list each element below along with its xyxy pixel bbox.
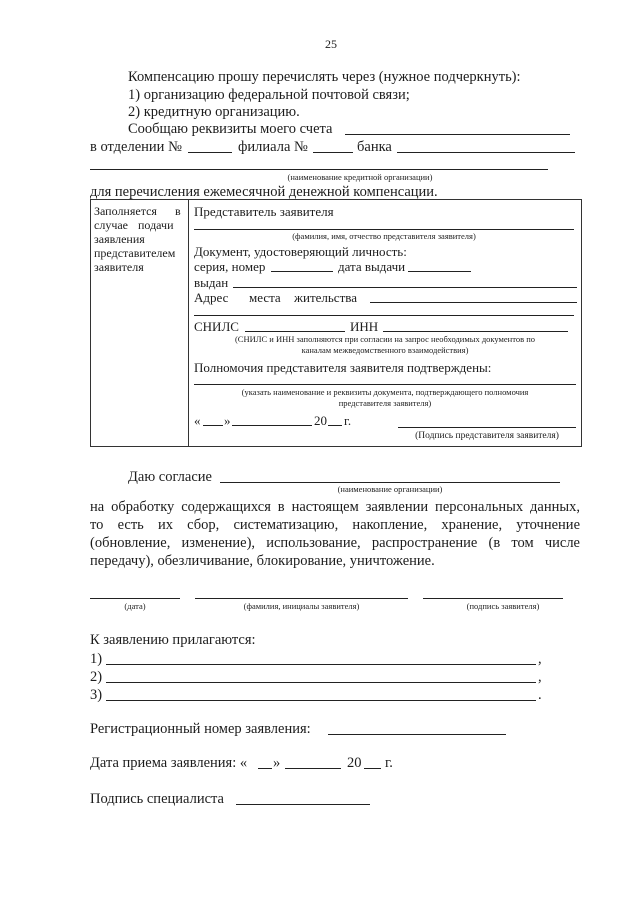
bank-label: банка [357,139,392,155]
consent-text-1: на обработку содержащихся в настоящем заявлении персональных данных, [90,499,580,515]
bank-name-field-2[interactable] [90,169,548,170]
box-note-2: случае [94,218,129,232]
registration-number-label: Регистрационный номер заявления: [90,721,311,737]
issued-by-field[interactable] [233,287,577,288]
account-details-label: Сообщаю реквизиты моего счета [128,121,333,137]
address-label-a: Адрес [194,290,229,305]
snils-field[interactable] [245,331,345,332]
issue-date-label: дата выдачи [338,259,406,274]
rep-year-suffix: г. [344,413,352,428]
applicant-signature-field[interactable] [423,598,563,599]
box-note-2b: подачи [138,218,174,232]
attachment-item-3-end: . [538,687,542,703]
address-label-c: жительства [294,290,357,305]
reception-year-prefix: 20 [347,755,362,771]
applicant-signature-caption: (подпись заявителя) [466,601,540,611]
reception-year-suffix: г. [385,755,393,771]
rep-year-field[interactable] [328,425,342,426]
box-note-1b: в [175,204,181,218]
representative-fio-field[interactable] [194,229,574,230]
bank-name-field[interactable] [397,152,575,153]
reception-month-field[interactable] [285,768,341,769]
specialist-signature-field[interactable] [236,804,370,805]
rep-date-open: « [194,413,201,428]
authority-caption-2: представителя заявителя) [338,398,432,408]
consent-organization-field[interactable] [220,482,560,483]
inn-field[interactable] [383,331,568,332]
series-number-field[interactable] [271,271,333,272]
attachment-item-3-number: 3) [90,687,103,703]
consent-label: Даю согласие [128,469,212,485]
address-label-b: места [249,290,281,305]
reception-date-label: Дата приема заявления: « [90,755,248,771]
attachment-item-2-field[interactable] [106,682,536,683]
consent-organization-caption: (наименование организации) [337,484,443,494]
consent-text-3: (обновление, изменение), использование, распространение (в том числе [90,535,580,551]
attachment-item-2-number: 2) [90,669,103,685]
attachment-item-1-end: , [538,651,542,667]
consent-text-2: то есть их сбор, систематизацию, накопление, хранение, уточнение [90,517,580,533]
issue-date-field[interactable] [408,271,471,272]
id-document-label: Документ, удостоверяющий личность: [194,244,407,259]
attachment-item-3-field[interactable] [106,700,536,701]
rep-year-prefix: 20 [314,413,327,428]
attachment-item-1-number: 1) [90,651,103,667]
applicant-date-field[interactable] [90,598,180,599]
box-note-5: заявителя [94,260,144,274]
issued-by-label: выдан [194,275,229,290]
reception-day-field[interactable] [258,768,272,769]
attachment-item-1-field[interactable] [106,664,536,665]
bank-name-caption: (наименование кредитной организации) [287,172,433,182]
consent-text-4: передачу), обезличивание, блокирование, уничтожение. [90,553,435,569]
branch-number-field[interactable] [188,152,232,153]
compensation-purpose: для перечисления ежемесячной денежной компенсации. [90,184,438,200]
rep-signature-caption: (Подпись представителя заявителя) [415,431,559,441]
compensation-option-bank[interactable]: 2) кредитную организацию. [128,104,300,120]
address-field-2[interactable] [194,315,574,316]
inn-label: ИНН [350,319,379,334]
applicant-fio-caption: (фамилия, инициалы заявителя) [243,601,360,611]
representative-fio-caption: (фамилия, имя, отчество представителя заявителя) [292,231,476,241]
branch-label: в отделении № [90,139,182,155]
applicant-date-caption: (дата) [124,601,146,611]
registration-number-field[interactable] [328,734,506,735]
address-field[interactable] [370,302,577,303]
authority-caption-1: (указать наименование и реквизиты документа, подтверждающего полномочия [241,387,529,397]
rep-signature-field[interactable] [398,427,576,428]
snils-note-2: каналам межведомственного взаимодействия) [301,345,469,355]
reception-date-close: » [273,755,281,771]
box-note-1: Заполняется [94,204,157,218]
snils-label: СНИЛС [194,319,239,334]
authority-document-field[interactable] [194,384,576,385]
account-number-field[interactable] [345,134,570,135]
compensation-option-post[interactable]: 1) организацию федеральной почтовой связи; [128,87,410,103]
representative-title: Представитель заявителя [194,204,334,219]
filial-label: филиала № [238,139,308,155]
rep-date-day-field[interactable] [203,425,223,426]
specialist-signature-label: Подпись специалиста [90,791,224,807]
authority-label: Полномочия представителя заявителя подтверждены: [194,360,492,375]
applicant-fio-field[interactable] [195,598,408,599]
rep-date-month-field[interactable] [232,425,312,426]
box-divider [188,199,189,447]
snils-note-1: (СНИЛС и ИНН заполняются при согласии на запрос необходимых документов по [234,334,536,344]
series-number-label: серия, номер [194,259,266,274]
box-note-4: представителем [94,246,176,260]
filial-number-field[interactable] [313,152,353,153]
reception-year-field[interactable] [364,768,381,769]
attachment-item-2-end: , [538,669,542,685]
compensation-line-1: Компенсацию прошу перечислять через (нужное подчеркнуть): [128,69,521,85]
page-number: 25 [325,37,337,51]
rep-date-close: » [224,413,231,428]
attachments-title: К заявлению прилагаются: [90,632,256,648]
box-note-3: заявления [94,232,145,246]
